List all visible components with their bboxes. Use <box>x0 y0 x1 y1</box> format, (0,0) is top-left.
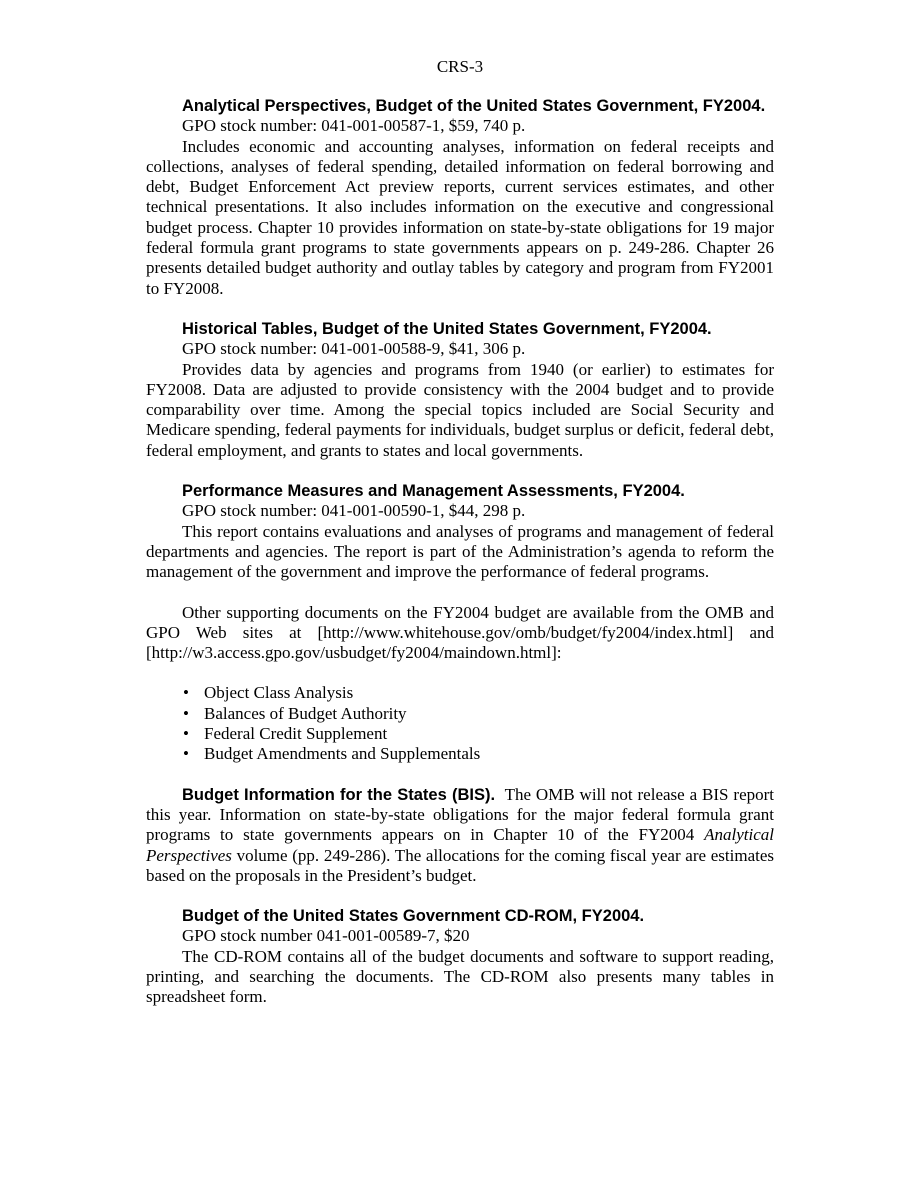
entry-stock-number: GPO stock number: 041-001-00590-1, $44, 298 p. <box>182 501 526 521</box>
bis-italic-title: Analytical Perspectives <box>146 825 774 865</box>
entry-analytical-perspectives <box>146 96 774 299</box>
bullet-icon: • <box>183 724 189 744</box>
entry-description: This report contains evaluations and analyses of programs and management of federal departments and agencies. The report is part of the Administration’s agenda to reform the management of the government and improve the performance of federal programs. <box>146 521 774 582</box>
list-item: • Balances of Budget Authority <box>183 703 407 723</box>
entry-description: Includes economic and accounting analyses, information on federal receipts and collections, analyses of federal spending, detailed information on federal borrowing and debt, Budget Enforcement Act preview reports, current services estimates, and other technical presentations. It also includes information on the executive and congressional budget process. Chapter 10 provides information on state-by-state obligations for 19 major federal formula grant programs to state governments appears on p. 249-286. Chapter 26 presents detailed budget authority and outlay tables by category and program from FY2001 to FY2008. <box>146 136 774 298</box>
list-item: • Object Class Analysis <box>183 683 354 703</box>
entry-stock-number: GPO stock number 041-001-00589-7, $20 <box>182 926 470 946</box>
entry-description: Provides data by agencies and programs from 1940 (or earlier) to estimates for FY2008. Data are adjusted to provide consistency with the 2004 budget and to provide comparability over time. Among the special topics included are Social Security and Medicare spending, federal payments for individuals, budget surplus or deficit, federal debt, federal employment, and grants to states and local governments. <box>146 359 774 460</box>
bis-text-end: volume (pp. 249-286). The allocations for the coming fiscal year are estimates based on the proposals in the President’s budget. <box>146 845 774 885</box>
list-item: • Federal Credit Supplement <box>183 724 388 744</box>
supporting-documents-intro: Other supporting documents on the FY2004 budget are available from the OMB and GPO Web sites at [http://www.whitehouse.gov/omb/budget/fy2004/index.html] and [http://w3.access.gpo.gov/usbudget/fy2004/maindown.html]: <box>146 602 774 663</box>
supporting-documents-list <box>146 683 774 764</box>
entry-historical-tables <box>146 319 774 461</box>
bullet-icon: • <box>183 703 189 723</box>
bullet-icon: • <box>183 744 189 764</box>
entry-title: Budget of the United States Government CD-ROM, FY2004. <box>182 907 645 926</box>
entry-title: Budget Information for the States (BIS). <box>182 785 496 804</box>
entry-title: Performance Measures and Management Assessments, FY2004. <box>182 482 685 501</box>
entry-stock-number: GPO stock number: 041-001-00587-1, $59, 740 p. <box>182 116 526 136</box>
bullet-icon: • <box>183 683 189 703</box>
entry-bis <box>146 785 774 886</box>
entry-title: Analytical Perspectives, Budget of the United States Government, FY2004. <box>182 97 766 115</box>
bis-text: The OMB will not release a BIS report this year. Information on state-by-state obligations for the major federal formula grant programs to state governments appears on in Chapter 10 of the FY2004 <box>146 784 774 845</box>
list-item: • Budget Amendments and Supplementals <box>183 744 481 764</box>
entry-stock-number: GPO stock number: 041-001-00588-9, $41, 306 p. <box>182 339 526 359</box>
entry-title: Historical Tables, Budget of the United States Government, FY2004. <box>182 319 712 338</box>
page-header: CRS-3 <box>436 57 484 76</box>
entry-description: The CD-ROM contains all of the budget documents and software to support reading, printing, and searching the documents. The CD-ROM also presents many tables in spreadsheet form. <box>146 946 774 1007</box>
entry-performance-measures <box>146 481 774 582</box>
entry-cd-rom <box>146 906 774 1007</box>
document-body <box>146 96 774 1028</box>
